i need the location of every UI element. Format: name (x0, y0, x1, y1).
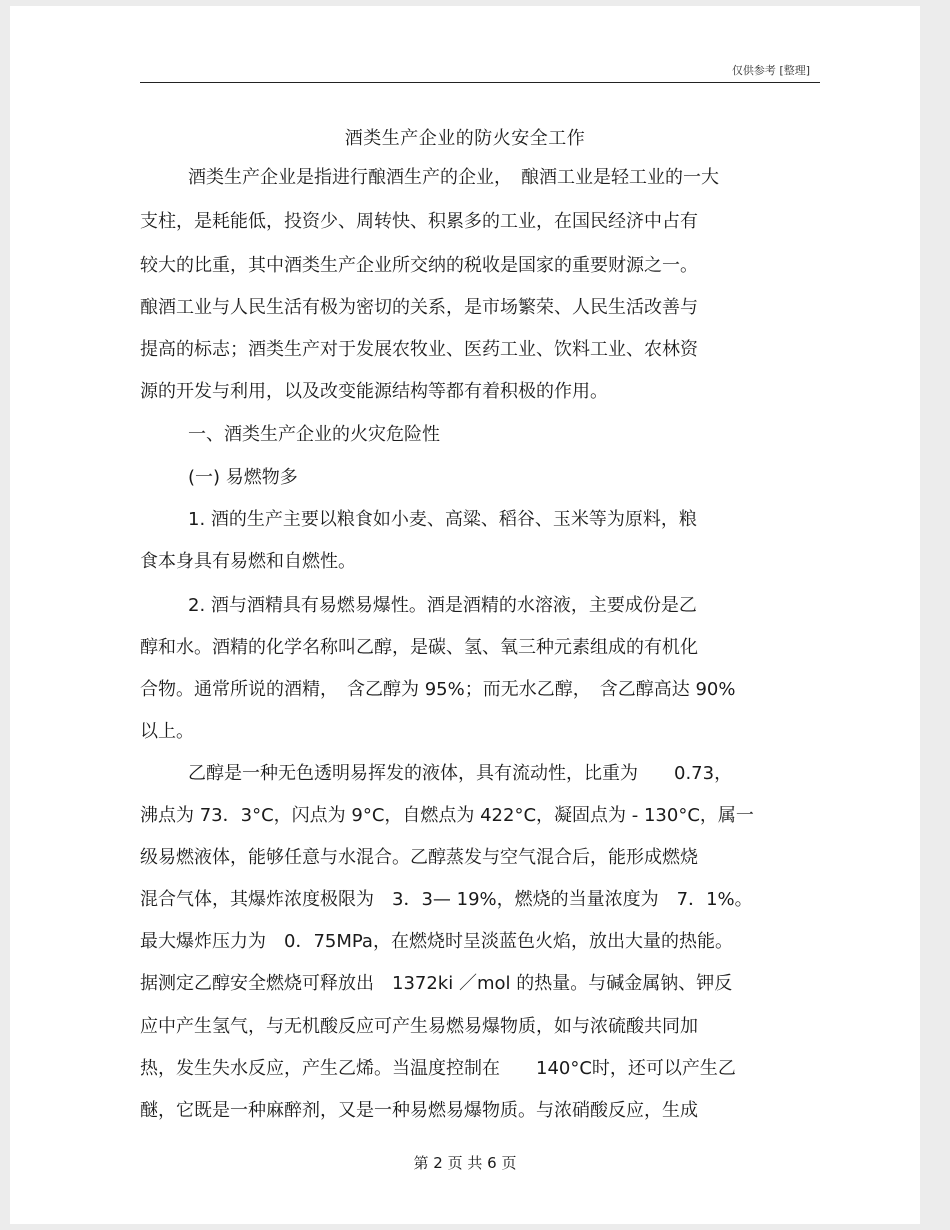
section-heading: 一、酒类生产企业的火灾危险性 (188, 424, 440, 445)
paragraph-line: 级易燃液体，能够任意与水混合。乙醇蒸发与空气混合后，能形成燃烧 (140, 847, 698, 868)
subsection-heading: (一) 易燃物多 (188, 467, 298, 488)
paragraph-line: 提高的标志；酒类生产对于发展农牧业、医药工业、饮料工业、农林资 (140, 339, 698, 360)
paragraph-line: 醇和水。酒精的化学名称叫乙醇，是碳、氢、氧三种元素组成的有机化 (140, 637, 698, 658)
paragraph-line: 酿酒工业与人民生活有极为密切的关系，是市场繁荣、人民生活改善与 (140, 297, 698, 318)
paragraph-line: 酒类生产企业是指进行酿酒生产的企业， 酿酒工业是轻工业的一大 (188, 167, 719, 188)
paragraph-line: 1. 酒的生产主要以粮食如小麦、高粱、稻谷、玉米等为原料，粮 (188, 509, 697, 530)
paragraph-line: 最大爆炸压力为 0．75MPa，在燃烧时呈淡蓝色火焰，放出大量的热能。 (140, 931, 733, 952)
paragraph-line: 支柱，是耗能低，投资少、周转快、积累多的工业，在国民经济中占有 (140, 211, 698, 232)
paragraph-line: 合物。通常所说的酒精， 含乙醇为 95%；而无水乙醇， 含乙醇高达 90% (140, 679, 736, 700)
paragraph-line: 乙醇是一种无色透明易挥发的液体，具有流动性，比重为 0.73， (188, 763, 733, 784)
paragraph-line: 热，发生失水反应，产生乙烯。当温度控制在 140°C时，还可以产生乙 (140, 1058, 736, 1079)
paragraph-line: 醚，它既是一种麻醉剂，又是一种易燃易爆物质。与浓硝酸反应，生成 (140, 1100, 698, 1121)
paragraph-line: 2. 酒与酒精具有易燃易爆性。酒是酒精的水溶液，主要成份是乙 (188, 595, 697, 616)
document-title: 酒类生产企业的防火安全工作 (344, 128, 586, 149)
paragraph-line: 据测定乙醇安全燃烧可释放出 1372ki ／mol 的热量。与碱金属钠、钾反 (140, 973, 733, 994)
paragraph-line: 以上。 (140, 721, 194, 742)
header-note: 仅供参考 [整理] (731, 64, 810, 77)
paragraph-line: 应中产生氢气，与无机酸反应可产生易燃易爆物质，如与浓硫酸共同加 (140, 1016, 698, 1037)
paragraph-line: 沸点为 73．3°C，闪点为 9°C，自燃点为 422°C，凝固点为 - 130°C，属一 (140, 805, 754, 826)
page-number: 第 2 页 共 6 页 (413, 1154, 517, 1172)
header-divider (140, 82, 820, 83)
paragraph-line: 较大的比重，其中酒类生产企业所交纳的税收是国家的重要财源之一。 (140, 255, 698, 276)
paragraph-line: 源的开发与利用，以及改变能源结构等都有着积极的作用。 (140, 381, 608, 402)
document-page (10, 6, 920, 1224)
paragraph-line: 食本身具有易燃和自燃性。 (140, 551, 356, 572)
paragraph-line: 混合气体，其爆炸浓度极限为 3．3— 19%，燃烧的当量浓度为 7．1%。 (140, 889, 753, 910)
